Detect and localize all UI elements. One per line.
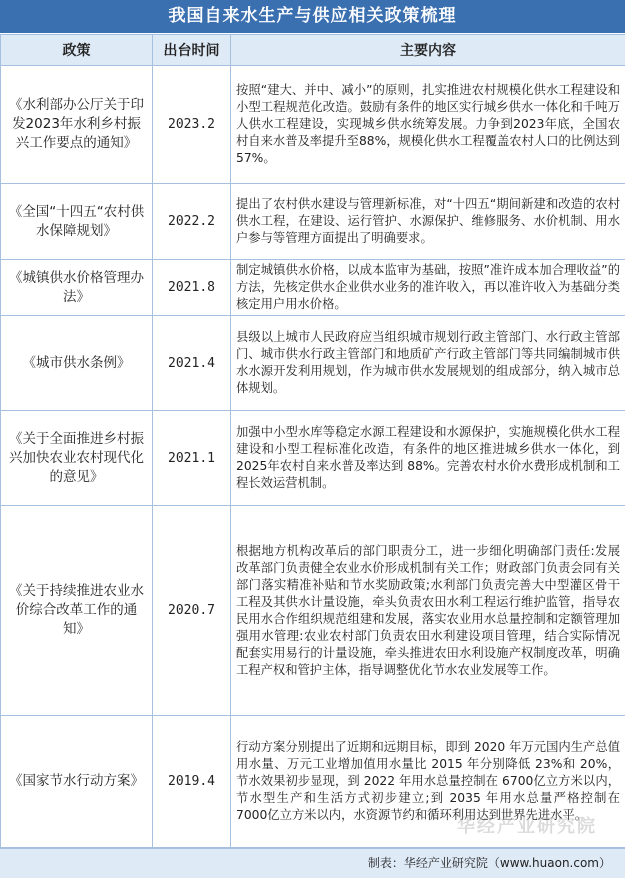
policy-name: 《城镇供水价格管理办法》 bbox=[1, 260, 153, 316]
policy-content: 提出了农村供水建设与管理新标准，对“十四五“期间新建和改造的农村供水工程，在建设、运行管护、水源保护、维修服务、水价机制、用水户参与等管理方面提出了明确要求。 bbox=[231, 184, 625, 260]
policy-name: 《关于全面推进乡村振兴加快农业农村现代化的意见》 bbox=[1, 411, 153, 506]
policy-content: 按照“建大、并中、减小”的原则，扎实推进农村规模化供水工程建设和小型工程规范化改造。鼓励有条件的地区实行城乡供水一体化和千吨万人供水工程建设，实现城乡供水统筹发展。力争到2023年底，全国农村自来水普及率提升至88%，规模化供水工程覆盖农村人口的比例达到57%。 bbox=[231, 66, 625, 184]
table-row bbox=[1, 260, 625, 316]
source-footer bbox=[0, 848, 625, 878]
policy-date: 2019.4 bbox=[153, 716, 231, 848]
table-row bbox=[1, 316, 625, 411]
table-header-row bbox=[1, 35, 625, 66]
policy-date: 2021.8 bbox=[153, 260, 231, 316]
policy-date: 2023.2 bbox=[153, 66, 231, 184]
watermark-logo: 华经产业研究院 bbox=[457, 812, 597, 838]
policy-name: 《全国“十四五“农村供水保障规划》 bbox=[1, 184, 153, 260]
policy-name: 《水利部办公厅关于印发2023年水利乡村振兴工作要点的通知》 bbox=[1, 66, 153, 184]
source-text: 制表：华经产业研究院（www.huaon.com） bbox=[368, 856, 625, 870]
table-row bbox=[1, 506, 625, 716]
table-row bbox=[1, 411, 625, 506]
header-date: 出台时间 bbox=[153, 35, 231, 66]
header-content: 主要内容 bbox=[231, 35, 625, 66]
policy-table bbox=[0, 34, 625, 848]
policy-content: 根据地方机构改革后的部门职责分工，进一步细化明确部门责任:发展改革部门负责健全农业水价形成机制有关工作；财政部门负责会同有关部门落实精准补贴和节水奖励政策;水利部门负责完善大中型灌区骨干工程及其供水计量设施，牵头负责农田水利工程运行维护监管，指导农民用水合作组织规范组建和发展，落实农业用水总量控制和定额管理加强用水管理:农业农村部门负责农田水利建设项目管理，结合实际情况配套实用易行的计量设施，牵头推进农田水利设施产权制度改革，明确工程产权和管护主体，指导调整优化节水农业发展等工作。 bbox=[231, 506, 625, 716]
policy-date: 2021.1 bbox=[153, 411, 231, 506]
policy-content: 行动方案分别提出了近期和远期目标，即到 2020 年万元国内生产总值用水量、万元工业增加值用水量比 2015 年分别降低 23%和 20%，节水效果初步显现，到 2022 年用水总量控制在 6700亿立方米以内，节水型生产和生活方式初步建立;到 2035 年用水总量严格控制在 7000亿立方米以内，水资源节约和循环利用达到世界先进水平。 bbox=[231, 716, 625, 848]
policy-date: 2022.2 bbox=[153, 184, 231, 260]
policy-name: 《国家节水行动方案》 bbox=[1, 716, 153, 848]
policy-name: 《城市供水条例》 bbox=[1, 316, 153, 411]
table-row bbox=[1, 66, 625, 184]
policy-content: 加强中小型水库等稳定水源工程建设和水源保护，实施规模化供水工程建设和小型工程标准化改造，有条件的地区推进城乡供水一体化，到2025年农村自来水普及率达到 88%。完善农村水价水费形成机制和工程长效运营机制。 bbox=[231, 411, 625, 506]
table-title: 我国自来水生产与供应相关政策梳理 bbox=[0, 0, 625, 33]
header-policy: 政策 bbox=[1, 35, 153, 66]
policy-date: 2021.4 bbox=[153, 316, 231, 411]
table-row bbox=[1, 184, 625, 260]
policy-content: 制定城镇供水价格，以成本监审为基础，按照”准许成本加合理收益”的方法，先核定供水企业供水业务的准许收入，再以准许收入为基础分类核定用户用水价格。 bbox=[231, 260, 625, 316]
policy-name: 《关于持续推进农业水价综合改革工作的通知》 bbox=[1, 506, 153, 716]
policy-content: 县级以上城市人民政府应当组织城市规划行政主管部门、水行政主管部门、城市供水行政主管部门和地质矿产行政主管部门等共同编制城市供水水源开发利用规划，作为城市供水发展规划的组成部分，纳入城市总体规划。 bbox=[231, 316, 625, 411]
policy-date: 2020.7 bbox=[153, 506, 231, 716]
